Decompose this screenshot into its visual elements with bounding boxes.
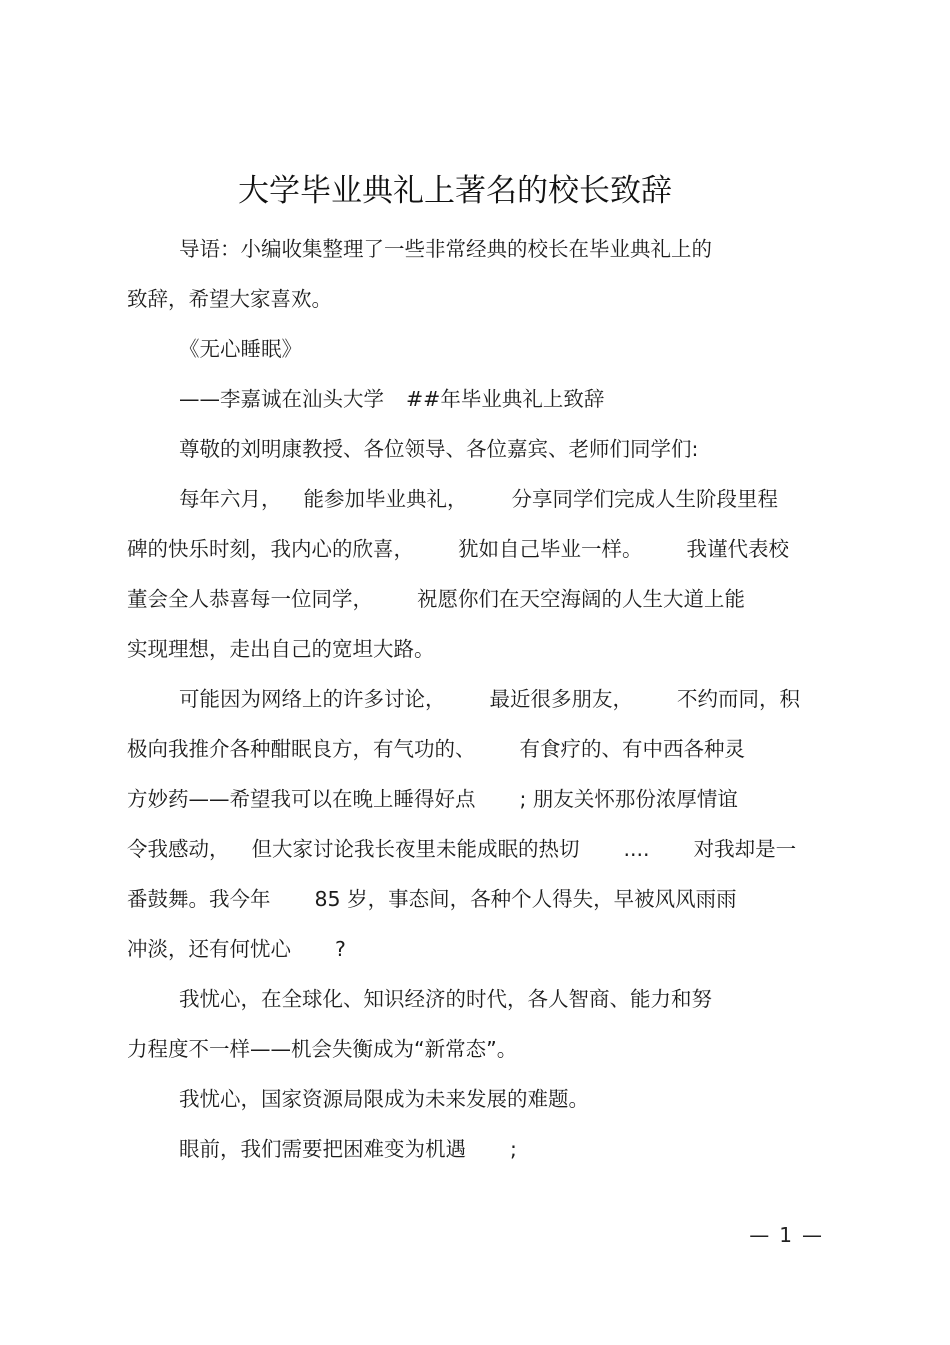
page-number: —1— [749,1223,832,1247]
text-segment: 犹如自己毕业一样。 [458,537,643,561]
text-segment: .... [623,837,650,861]
text-segment: 对我却是一 [693,837,797,861]
paragraph-line [127,424,827,474]
document-title: 大学毕业典礼上著名的校长致辞 [238,173,672,209]
paragraph-line [127,324,827,374]
paragraph-line [127,774,827,824]
text-segment: 冲淡，还有何忧心 [127,937,291,961]
paragraph-line [127,874,827,924]
text-segment: 85 岁，事态间，各种个人得失，早被风风雨雨 [314,887,737,911]
paragraph-line [127,1124,827,1174]
text-segment: 可能因为网络上的许多讨论， [179,687,446,711]
document-body [127,224,827,1174]
text-segment: 我忧心，在全球化、知识经济的时代，各人智商、能力和努 [179,987,712,1011]
text-segment: 方妙药——希望我可以在晚上睡得好点 [127,787,476,811]
text-segment: 最近很多朋友， [489,687,633,711]
text-segment: 有食疗的、有中西各种灵 [519,737,745,761]
paragraph-line [127,974,827,1024]
paragraph-line [127,374,827,424]
text-segment: 眼前，我们需要把困难变为机遇 [179,1137,466,1161]
text-segment: ——李嘉诚在汕头大学 [179,387,384,411]
text-segment: 《无心睡眠》 [179,337,302,361]
text-segment: ? [335,937,346,961]
paragraph-line [127,474,827,524]
paragraph-line [127,1024,827,1074]
text-segment: 番鼓舞。我今年 [127,887,271,911]
text-segment: 实现理想，走出自己的宽坦大路。 [127,637,435,661]
text-segment: 我忧心，国家资源局限成为未来发展的难题。 [179,1087,589,1111]
text-segment: 令我感动， [127,837,230,861]
text-segment: ##年毕业典礼上致辞 [406,387,605,411]
text-segment: ; 朋友关怀那份浓厚情谊 [519,787,738,811]
text-segment: 力程度不一样——机会失衡成为“新常态”。 [127,1037,518,1061]
text-segment: 碑的快乐时刻，我内心的欣喜， [127,537,414,561]
paragraph-line [127,924,827,974]
text-segment: 不约而同，积 [677,687,800,711]
text-segment: 尊敬的刘明康教授、各位领导、各位嘉宾、老师们同学们: [179,437,699,461]
text-segment: 我谨代表校 [686,537,789,561]
text-segment: 分享同学们完成人生阶段里程 [511,487,778,511]
paragraph-line [127,224,827,274]
paragraph-line [127,1074,827,1124]
text-segment: 极向我推介各种酣眠良方，有气功的、 [127,737,476,761]
text-segment: 能参加毕业典礼， [303,487,468,511]
paragraph-line [127,724,827,774]
text-segment: 每年六月， [179,487,282,511]
paragraph-line [127,674,827,724]
paragraph-line [127,824,827,874]
paragraph-line [127,524,827,574]
page-number-value: 1 [779,1223,802,1247]
text-segment: 祝愿你们在天空海阔的人生大道上能 [417,587,745,611]
text-segment: 致辞，希望大家喜欢。 [127,287,332,311]
text-segment: ; [510,1137,517,1161]
paragraph-line [127,274,827,324]
paragraph-line [127,574,827,624]
paragraph-line [127,624,827,674]
text-segment: 但大家讨论我长夜里未能成眠的热切 [251,837,580,861]
text-segment: 董会全人恭喜每一位同学， [127,587,373,611]
text-segment: 导语：小编收集整理了一些非常经典的校长在毕业典礼上的 [179,237,712,261]
